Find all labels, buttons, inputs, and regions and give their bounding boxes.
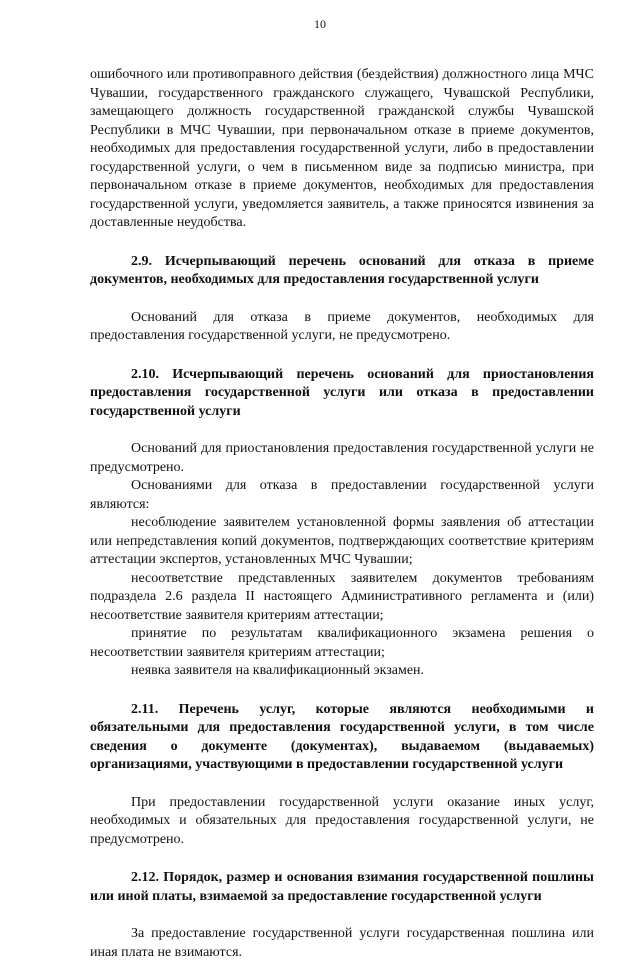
paragraph: Оснований для отказа в приеме документов, необходимых для предоставления государственной услуги, не предусмотрено. xyxy=(90,309,594,343)
paragraph: Оснований для приостановления предоставления государственной услуги не предусмотрено. xyxy=(90,441,594,475)
paragraph-continuation: ошибочного или противоправного действия (бездействия) должностного лица МЧС Чувашии, государственного гражданского служащего, Чувашской Республики, замещающего должность государственной гражданской службы Чувашской Республики в МЧС Чувашии, при первоначальном отказе в приеме документов, необходимых для предоставления государственной услуги, либо в предоставлении государственной услуги, о чем в письменном виде за подписью министра, при первоначальном отказе в приеме документов, необходимых для предоставления государственной услуги, уведомляется заявитель, а также приносятся извинения за доставленные неудобства. xyxy=(90,67,594,230)
document-body xyxy=(90,66,594,962)
section-heading-2-10: 2.10. Исчерпывающий перечень оснований для приостановления предоставления государственной услуги или отказа в предоставлении государственной услуги xyxy=(90,366,594,419)
section-heading-2-9: 2.9. Исчерпывающий перечень оснований для отказа в приеме документов, необходимых для предоставления государственной услуги xyxy=(90,253,594,287)
page-number: 10 xyxy=(314,17,326,31)
list-item: несоответствие представленных заявителем документов требованиям подраздела 2.6 раздела II настоящего Административного регламента и (или) несоответствие заявителя критериям аттестации; xyxy=(90,570,594,623)
paragraph: При предоставлении государственной услуги оказание иных услуг, необходимых и обязательных для предоставления государственной услуги, не предусмотрено. xyxy=(90,794,594,847)
section-heading-2-11: 2.11. Перечень услуг, которые являются необходимыми и обязательными для предоставления государственной услуги, в том числе сведения о документе (документах), выдаваемом (выдаваемых) организациями, участвующими в предоставлении государственной услуги xyxy=(90,701,594,772)
section-heading-2-12: 2.12. Порядок, размер и основания взимания государственной пошлины или иной платы, взимаемой за предоставление государственной услуги xyxy=(90,870,594,904)
paragraph: Основаниями для отказа в предоставлении государственной услуги являются: xyxy=(90,478,594,512)
list-item: принятие по результатам квалификационного экзамена решения о несоответствии заявителя критериям аттестации; xyxy=(90,626,594,660)
paragraph: За предоставление государственной услуги государственная пошлина или иная плата не взимаются. xyxy=(90,926,594,960)
list-item: неявка заявителя на квалификационный экзамен. xyxy=(131,663,425,678)
list-item: несоблюдение заявителем установленной формы заявления об аттестации или непредставления копий документов, подтверждающих соответствие критериям аттестации экспертов, установленных МЧС Чувашии; xyxy=(90,515,594,567)
